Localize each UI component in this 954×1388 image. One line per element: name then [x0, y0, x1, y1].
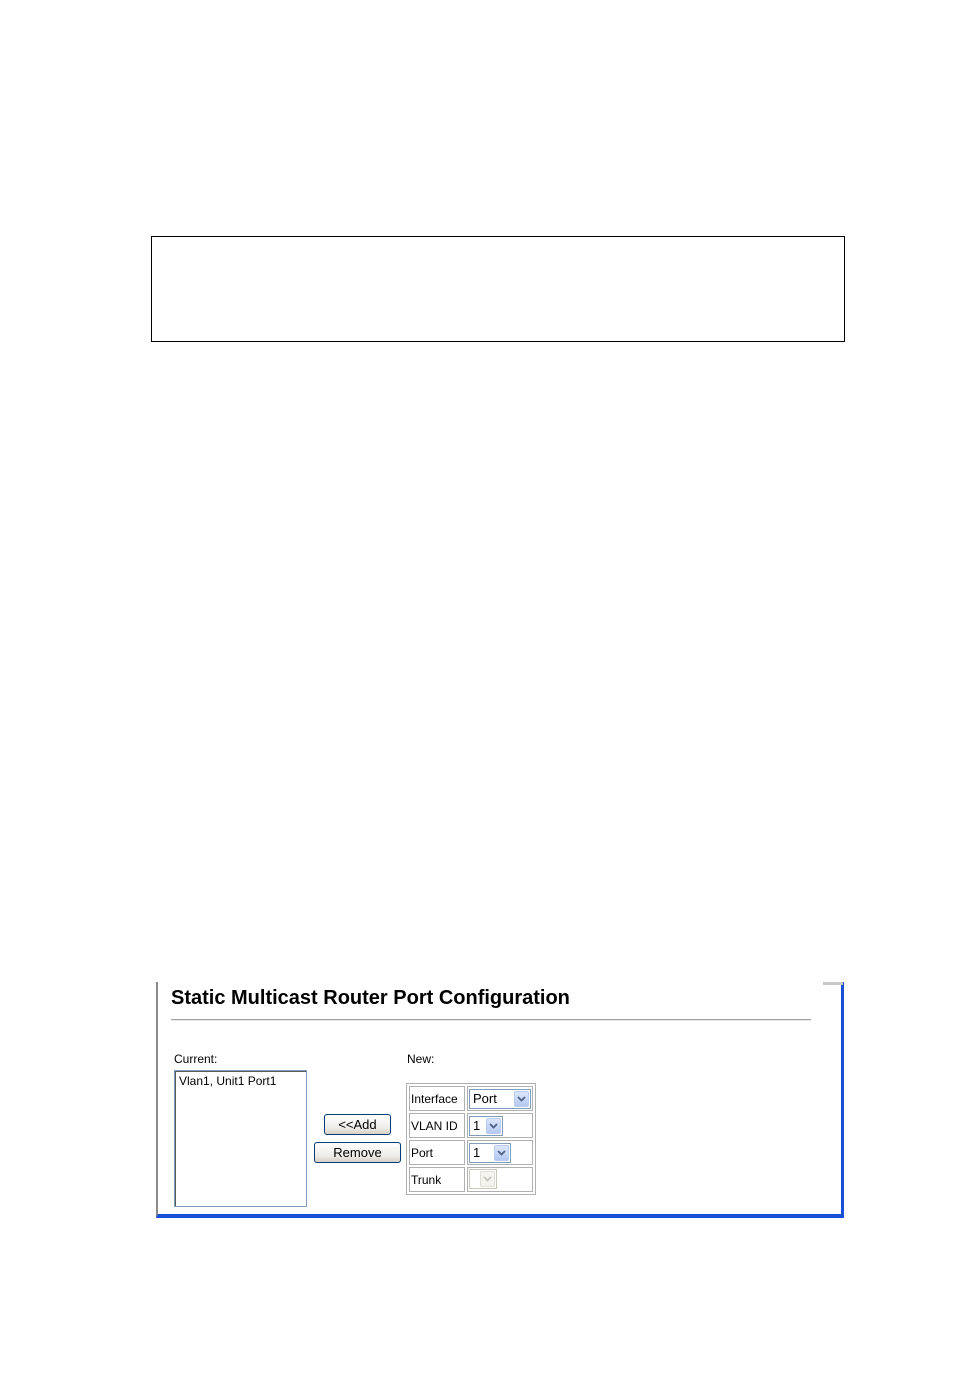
list-item[interactable]: Vlan1, Unit1 Port1 [179, 1074, 277, 1088]
add-button[interactable]: <<Add [324, 1114, 391, 1135]
trunk-row [409, 1167, 533, 1192]
interface-row [409, 1086, 533, 1111]
window-edge [823, 982, 843, 985]
trunk-select [469, 1169, 497, 1189]
port-select-value: 1 [473, 1144, 481, 1160]
vlan-id-row [409, 1113, 533, 1138]
port-select[interactable] [469, 1143, 511, 1163]
new-port-form [406, 1083, 536, 1195]
current-label: Current: [174, 1052, 218, 1066]
interface-select-value: Port [473, 1090, 497, 1106]
trunk-select-value [470, 1170, 479, 1188]
current-router-ports-list[interactable] [174, 1070, 307, 1207]
vlan-id-select[interactable] [469, 1116, 503, 1136]
note-box [151, 236, 845, 342]
interface-label: Interface [409, 1086, 465, 1111]
remove-button[interactable]: Remove [314, 1142, 401, 1163]
new-label: New: [407, 1052, 435, 1066]
interface-select[interactable] [469, 1089, 531, 1109]
title-divider [171, 1019, 811, 1021]
vlan-id-label: VLAN ID [409, 1113, 465, 1138]
chevron-down-icon[interactable] [514, 1091, 529, 1107]
config-panel [156, 982, 844, 1218]
port-row [409, 1140, 533, 1165]
chevron-down-icon [480, 1171, 495, 1187]
port-label: Port [409, 1140, 465, 1165]
vlan-id-select-value: 1 [473, 1117, 481, 1133]
chevron-down-icon[interactable] [494, 1145, 509, 1161]
page-title: Static Multicast Router Port Configuration [171, 987, 570, 1009]
trunk-label: Trunk [409, 1167, 465, 1192]
chevron-down-icon[interactable] [486, 1118, 501, 1134]
